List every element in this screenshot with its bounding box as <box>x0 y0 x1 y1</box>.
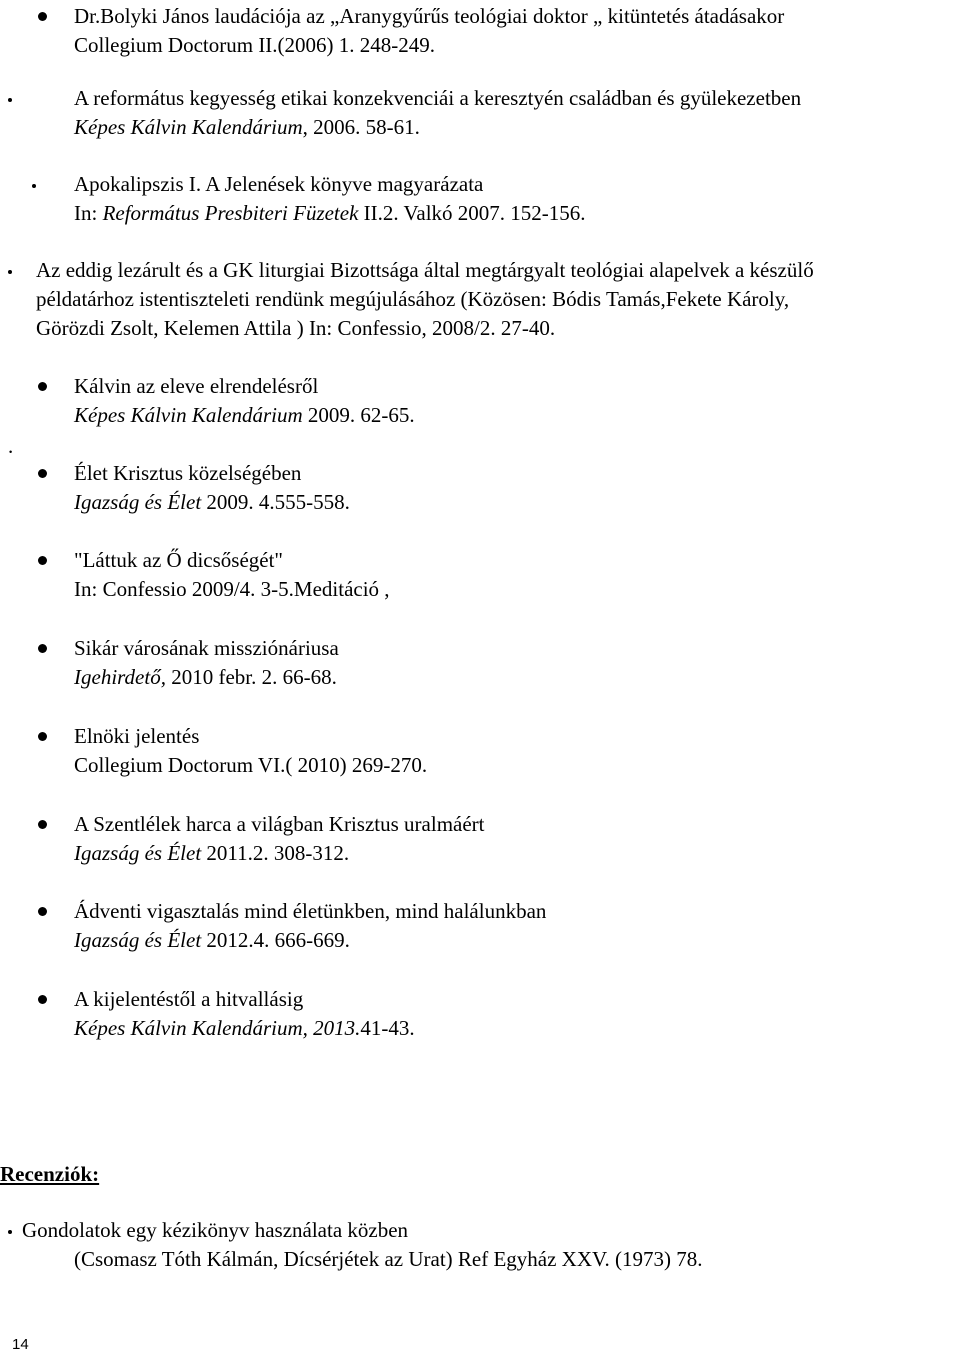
publication-title: Ádventi vigasztalás mind életünkben, mind halálunkban <box>74 899 547 923</box>
review-entry <box>22 1216 906 1274</box>
bullet-dot-icon <box>32 184 36 188</box>
publication-title: Kálvin az eleve elrendelésről <box>74 374 319 398</box>
publication-entry <box>74 546 958 604</box>
publication-entry <box>74 722 958 780</box>
publication-entry <box>74 985 958 1043</box>
publication-entry <box>74 84 958 142</box>
bullet-disc-icon <box>38 469 47 478</box>
publication-entry <box>36 256 920 343</box>
publication-title: Sikár városának missziónáriusa <box>74 636 339 660</box>
publication-title: Apokalipszis I. A Jelenések könyve magyarázata <box>74 172 484 196</box>
publication-title: Dr.Bolyki János laudációja az „Aranygyűrűs teológiai doktor „ kitüntetés átadásakor <box>74 4 785 28</box>
publication-source: Igazság és Élet 2009. 4.555-558. <box>74 490 350 514</box>
publication-source: Igehirdető, 2010 febr. 2. 66-68. <box>74 665 337 689</box>
section-heading-reviews: Recenziók: <box>0 1162 100 1186</box>
stray-mark: . <box>8 434 14 458</box>
review-title: Gondolatok egy kézikönyv használata közben <box>22 1218 409 1242</box>
publication-entry <box>74 810 958 868</box>
publication-title: "Láttuk az Ő dicsőségét" <box>74 548 283 572</box>
bullet-dot-icon <box>8 270 12 274</box>
publication-title: Elnöki jelentés <box>74 724 200 748</box>
bullet-disc-icon <box>38 382 47 391</box>
bullet-disc-icon <box>38 732 47 741</box>
publication-source: Igazság és Élet 2011.2. 308-312. <box>74 841 350 865</box>
bullet-disc-icon <box>38 12 47 21</box>
publication-source: Képes Kálvin Kalendárium, 2006. 58-61. <box>74 115 420 139</box>
bullet-dot-icon <box>8 98 12 102</box>
publication-title: Élet Krisztus közelségében <box>74 461 302 485</box>
publication-title: Az eddig lezárult és a GK liturgiai Bizottsága által megtárgyalt teológiai alapelvek a készülő <box>36 258 814 282</box>
publication-entry <box>74 459 958 517</box>
publication-entry <box>74 372 958 430</box>
publication-entry <box>74 634 958 692</box>
publication-entry <box>74 2 958 60</box>
bullet-disc-icon <box>38 820 47 829</box>
bullet-disc-icon <box>38 995 47 1004</box>
publication-source: Képes Kálvin Kalendárium, 2013.41-43. <box>74 1016 415 1040</box>
publication-source: Collegium Doctorum VI.( 2010) 269-270. <box>74 753 428 777</box>
publication-entry <box>74 170 958 228</box>
publication-source: Collegium Doctorum II.(2006) 1. 248-249. <box>74 33 436 57</box>
publication-source: Görözdi Zsolt, Kelemen Attila ) In: Confessio, 2008/2. 27-40. <box>36 316 556 340</box>
bullet-disc-icon <box>38 556 47 565</box>
publication-source: Igazság és Élet 2012.4. 666-669. <box>74 928 350 952</box>
bullet-dot-icon <box>8 1230 12 1234</box>
publication-title-cont: példatárhoz istentiszteleti rendünk megújulásához (Közösen: Bódis Tamás,Fekete Károly, <box>36 287 790 311</box>
bullet-disc-icon <box>38 644 47 653</box>
publication-title: A református kegyesség etikai konzekvenciái a keresztyén családban és gyülekezetben <box>74 86 802 110</box>
publication-title: A Szentlélek harca a világban Krisztus uralmáért <box>74 812 485 836</box>
publication-title: A kijelentéstől a hitvallásig <box>74 987 304 1011</box>
publication-entry <box>74 897 958 955</box>
page-number: 14 <box>12 1336 29 1353</box>
bullet-disc-icon <box>38 907 47 916</box>
review-source: (Csomasz Tóth Kálmán, Dícsérjétek az Urat) Ref Egyház XXV. (1973) 78. <box>74 1247 703 1271</box>
publication-source: Képes Kálvin Kalendárium 2009. 62-65. <box>74 403 415 427</box>
publication-source: In: Confessio 2009/4. 3-5.Meditáció , <box>74 577 390 601</box>
publication-source: In: Református Presbiteri Füzetek II.2. Valkó 2007. 152-156. <box>74 201 586 225</box>
